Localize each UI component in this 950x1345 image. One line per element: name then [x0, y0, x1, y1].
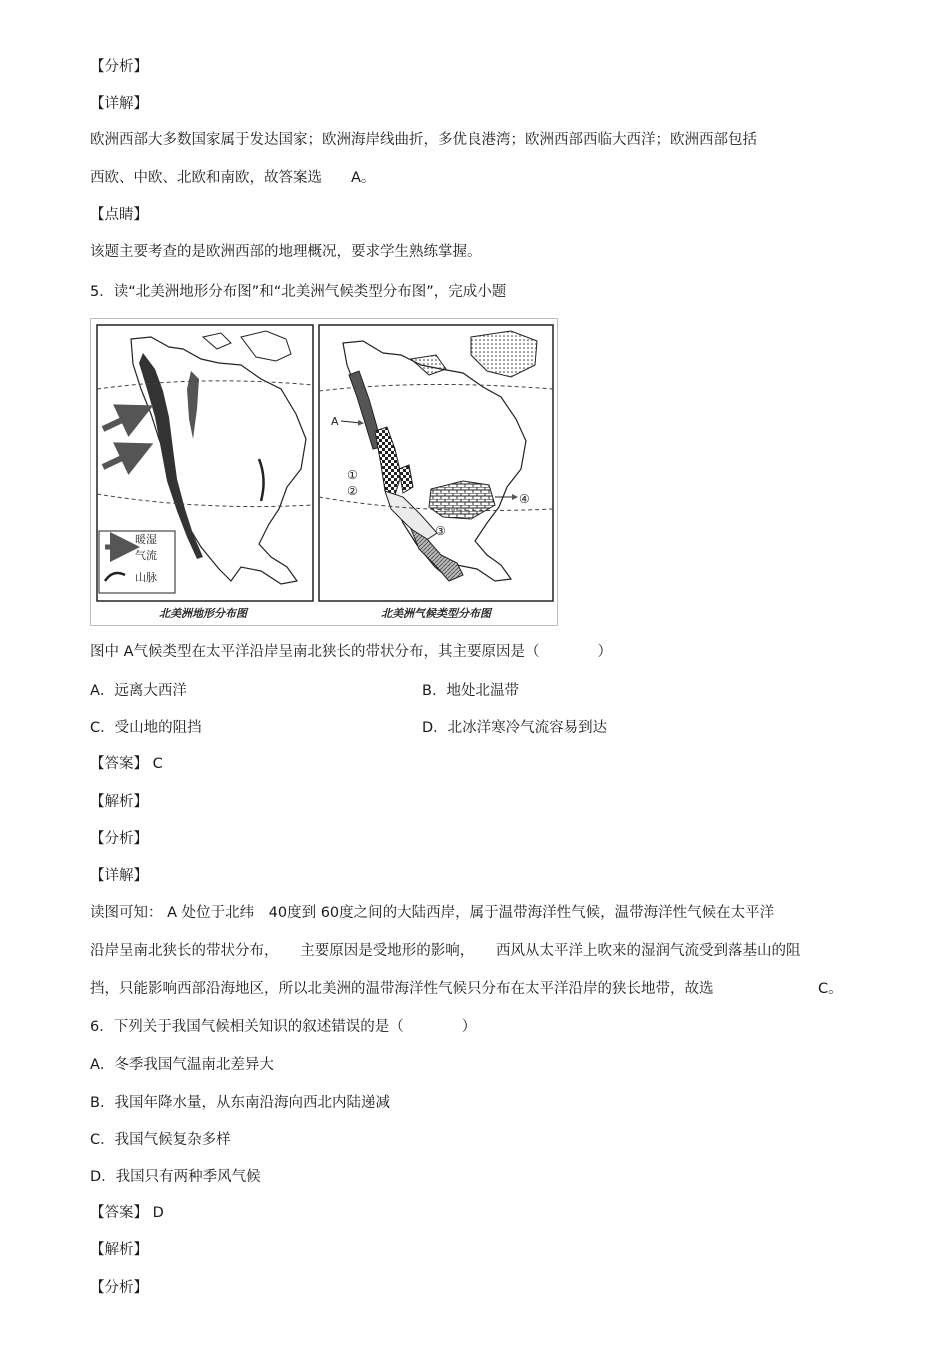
text-line: 【分析】: [90, 1280, 148, 1296]
text-line: 【详解】: [90, 868, 148, 884]
text-line: 【解析】: [90, 1242, 148, 1258]
legend-warm-label: 暖湿: [135, 533, 157, 546]
landform-map-caption: 北美洲地形分布图: [159, 607, 247, 620]
text-line: 6．下列关于我国气候相关知识的叙述错误的是（ ）: [90, 1019, 477, 1035]
north-america-maps-figure: [90, 318, 558, 626]
text-line: 【答案】 C: [90, 756, 163, 772]
marker-2: ②: [347, 484, 358, 498]
text-line: 【详解】: [90, 96, 148, 112]
marker-1: ①: [347, 468, 358, 482]
legend-mountain-label: 山脉: [135, 571, 157, 584]
text-line: 【分析】: [90, 59, 148, 75]
climate-map-caption: 北美洲气候类型分布图: [381, 607, 491, 620]
q5-option-a[interactable]: A．远离大西洋: [90, 683, 187, 699]
text-line: 5．读“北美洲地形分布图”和“北美洲气候类型分布图”，完成小题: [90, 284, 507, 300]
detail-answer-tail: C。: [818, 981, 843, 997]
climate-map: [319, 325, 553, 620]
text-line: 西欧、中欧、北欧和南欧，故答案选 A。: [90, 170, 376, 186]
text-line: B．我国年降水量，从东南沿海向西北内陆递减: [90, 1095, 390, 1111]
text-line: 【分析】: [90, 831, 148, 847]
text-line: D．我国只有两种季风气候: [90, 1169, 261, 1185]
landform-map: [97, 325, 313, 620]
marker-3: ③: [435, 524, 446, 538]
legend-air-label: 气流: [135, 549, 157, 562]
text-line: 该题主要考查的是欧洲西部的地理概况，要求学生熟练掌握。: [90, 244, 482, 260]
text-line: A．冬季我国气温南北差异大: [90, 1057, 274, 1073]
text-line: 【点睛】: [90, 207, 148, 223]
q5-option-c[interactable]: C．受山地的阻挡: [90, 720, 202, 736]
text-line: 欧洲西部大多数国家属于发达国家；欧洲海岸线曲折，多优良港湾；欧洲西部西临大西洋；欧洲西部包括: [90, 132, 757, 148]
text-line: 读图可知： A 处位于北纬 40度到 60度之间的大陆西岸，属于温带海洋性气候，温带海洋性气候在太平洋: [90, 905, 775, 921]
text-line: C．我国气候复杂多样: [90, 1132, 231, 1148]
text-line: 图中 A气候类型在太平洋沿岸呈南北狭长的带状分布，其主要原因是（ ）: [90, 644, 613, 660]
climate-label-a: A: [331, 415, 339, 428]
text-line: 挡，只能影响西部沿海地区，所以北美洲的温带海洋性气候只分布在太平洋沿岸的狭长地带，故选: [90, 981, 714, 997]
q5-option-d[interactable]: D．北冰洋寒冷气流容易到达: [422, 720, 608, 736]
text-line: 【解析】: [90, 794, 148, 810]
text-line: 【答案】 D: [90, 1205, 164, 1221]
q5-option-b[interactable]: B．地处北温带: [422, 683, 519, 699]
marker-4: ④: [519, 492, 530, 506]
text-line: 沿岸呈南北狭长的带状分布， 主要原因是受地形的影响， 西风从太平洋上吹来的湿润气流受到落基山的阻: [90, 943, 801, 959]
